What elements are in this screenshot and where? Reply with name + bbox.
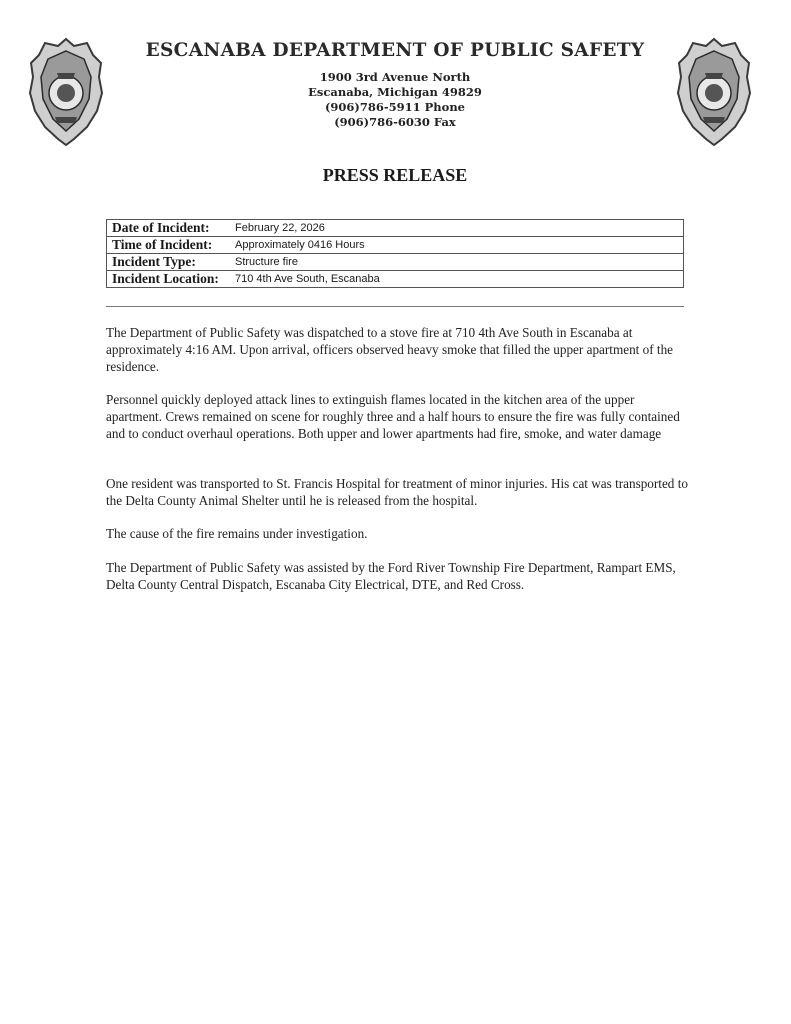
paragraph-response: Personnel quickly deployed attack lines to extinguish flames located in the kitchen area of the upper apartment. Crews remained on scene for roughly three and a half hours to ensure the fire was fully contained and to conduct overhaul operations. Both upper and lower apartments had fire, smoke, and water damage: [106, 392, 680, 441]
department-title: ESCANABA DEPARTMENT OF PUBLIC SAFETY: [145, 40, 645, 61]
address-street: 1900 3rd Avenue North: [319, 70, 471, 84]
divider: [106, 306, 684, 307]
document-title: PRESS RELEASE: [322, 165, 468, 185]
incident-time-label: Time of Incident:: [107, 237, 233, 254]
phone-number: (906)786-5911 Phone: [324, 100, 466, 114]
fax-number: (906)786-6030 Fax: [334, 115, 456, 129]
table-row: [107, 220, 684, 237]
table-row: [107, 254, 684, 271]
incident-date-label: Date of Incident:: [107, 220, 233, 237]
incident-date-value: February 22, 2026: [232, 220, 684, 237]
paragraph-dispatch: The Department of Public Safety was dispatched to a stove fire at 710 4th Ave South in Escanaba at approximately 4:16 AM. Upon arrival, officers observed heavy smoke that filled the upper apartment of the residence.: [106, 325, 674, 374]
table-row: [107, 271, 684, 288]
incident-location-value: 710 4th Ave South, Escanaba: [232, 271, 684, 288]
paragraph-injuries: One resident was transported to St. Francis Hospital for treatment of minor injuries. His cat was transported to the Delta County Animal Shelter until he is released from the hospital.: [106, 476, 688, 508]
police-badge-right: [677, 37, 751, 147]
incident-type-value: Structure fire: [232, 254, 684, 271]
police-badge-left: [29, 37, 103, 147]
incident-type-label: Incident Type:: [107, 254, 233, 271]
paragraph-assisting-agencies: The Department of Public Safety was assisted by the Ford River Township Fire Department, Rampart EMS, Delta County Central Dispatch, Escanaba City Electrical, DTE, and Red Cross.: [106, 560, 676, 592]
incident-time-value: Approximately 0416 Hours: [232, 237, 684, 254]
incident-location-label: Incident Location:: [107, 271, 233, 288]
address-city: Escanaba, Michigan 49829: [308, 85, 482, 99]
paragraph-cause: The cause of the fire remains under investigation.: [106, 526, 368, 541]
incident-info-table: [106, 219, 684, 288]
table-row: [107, 237, 684, 254]
